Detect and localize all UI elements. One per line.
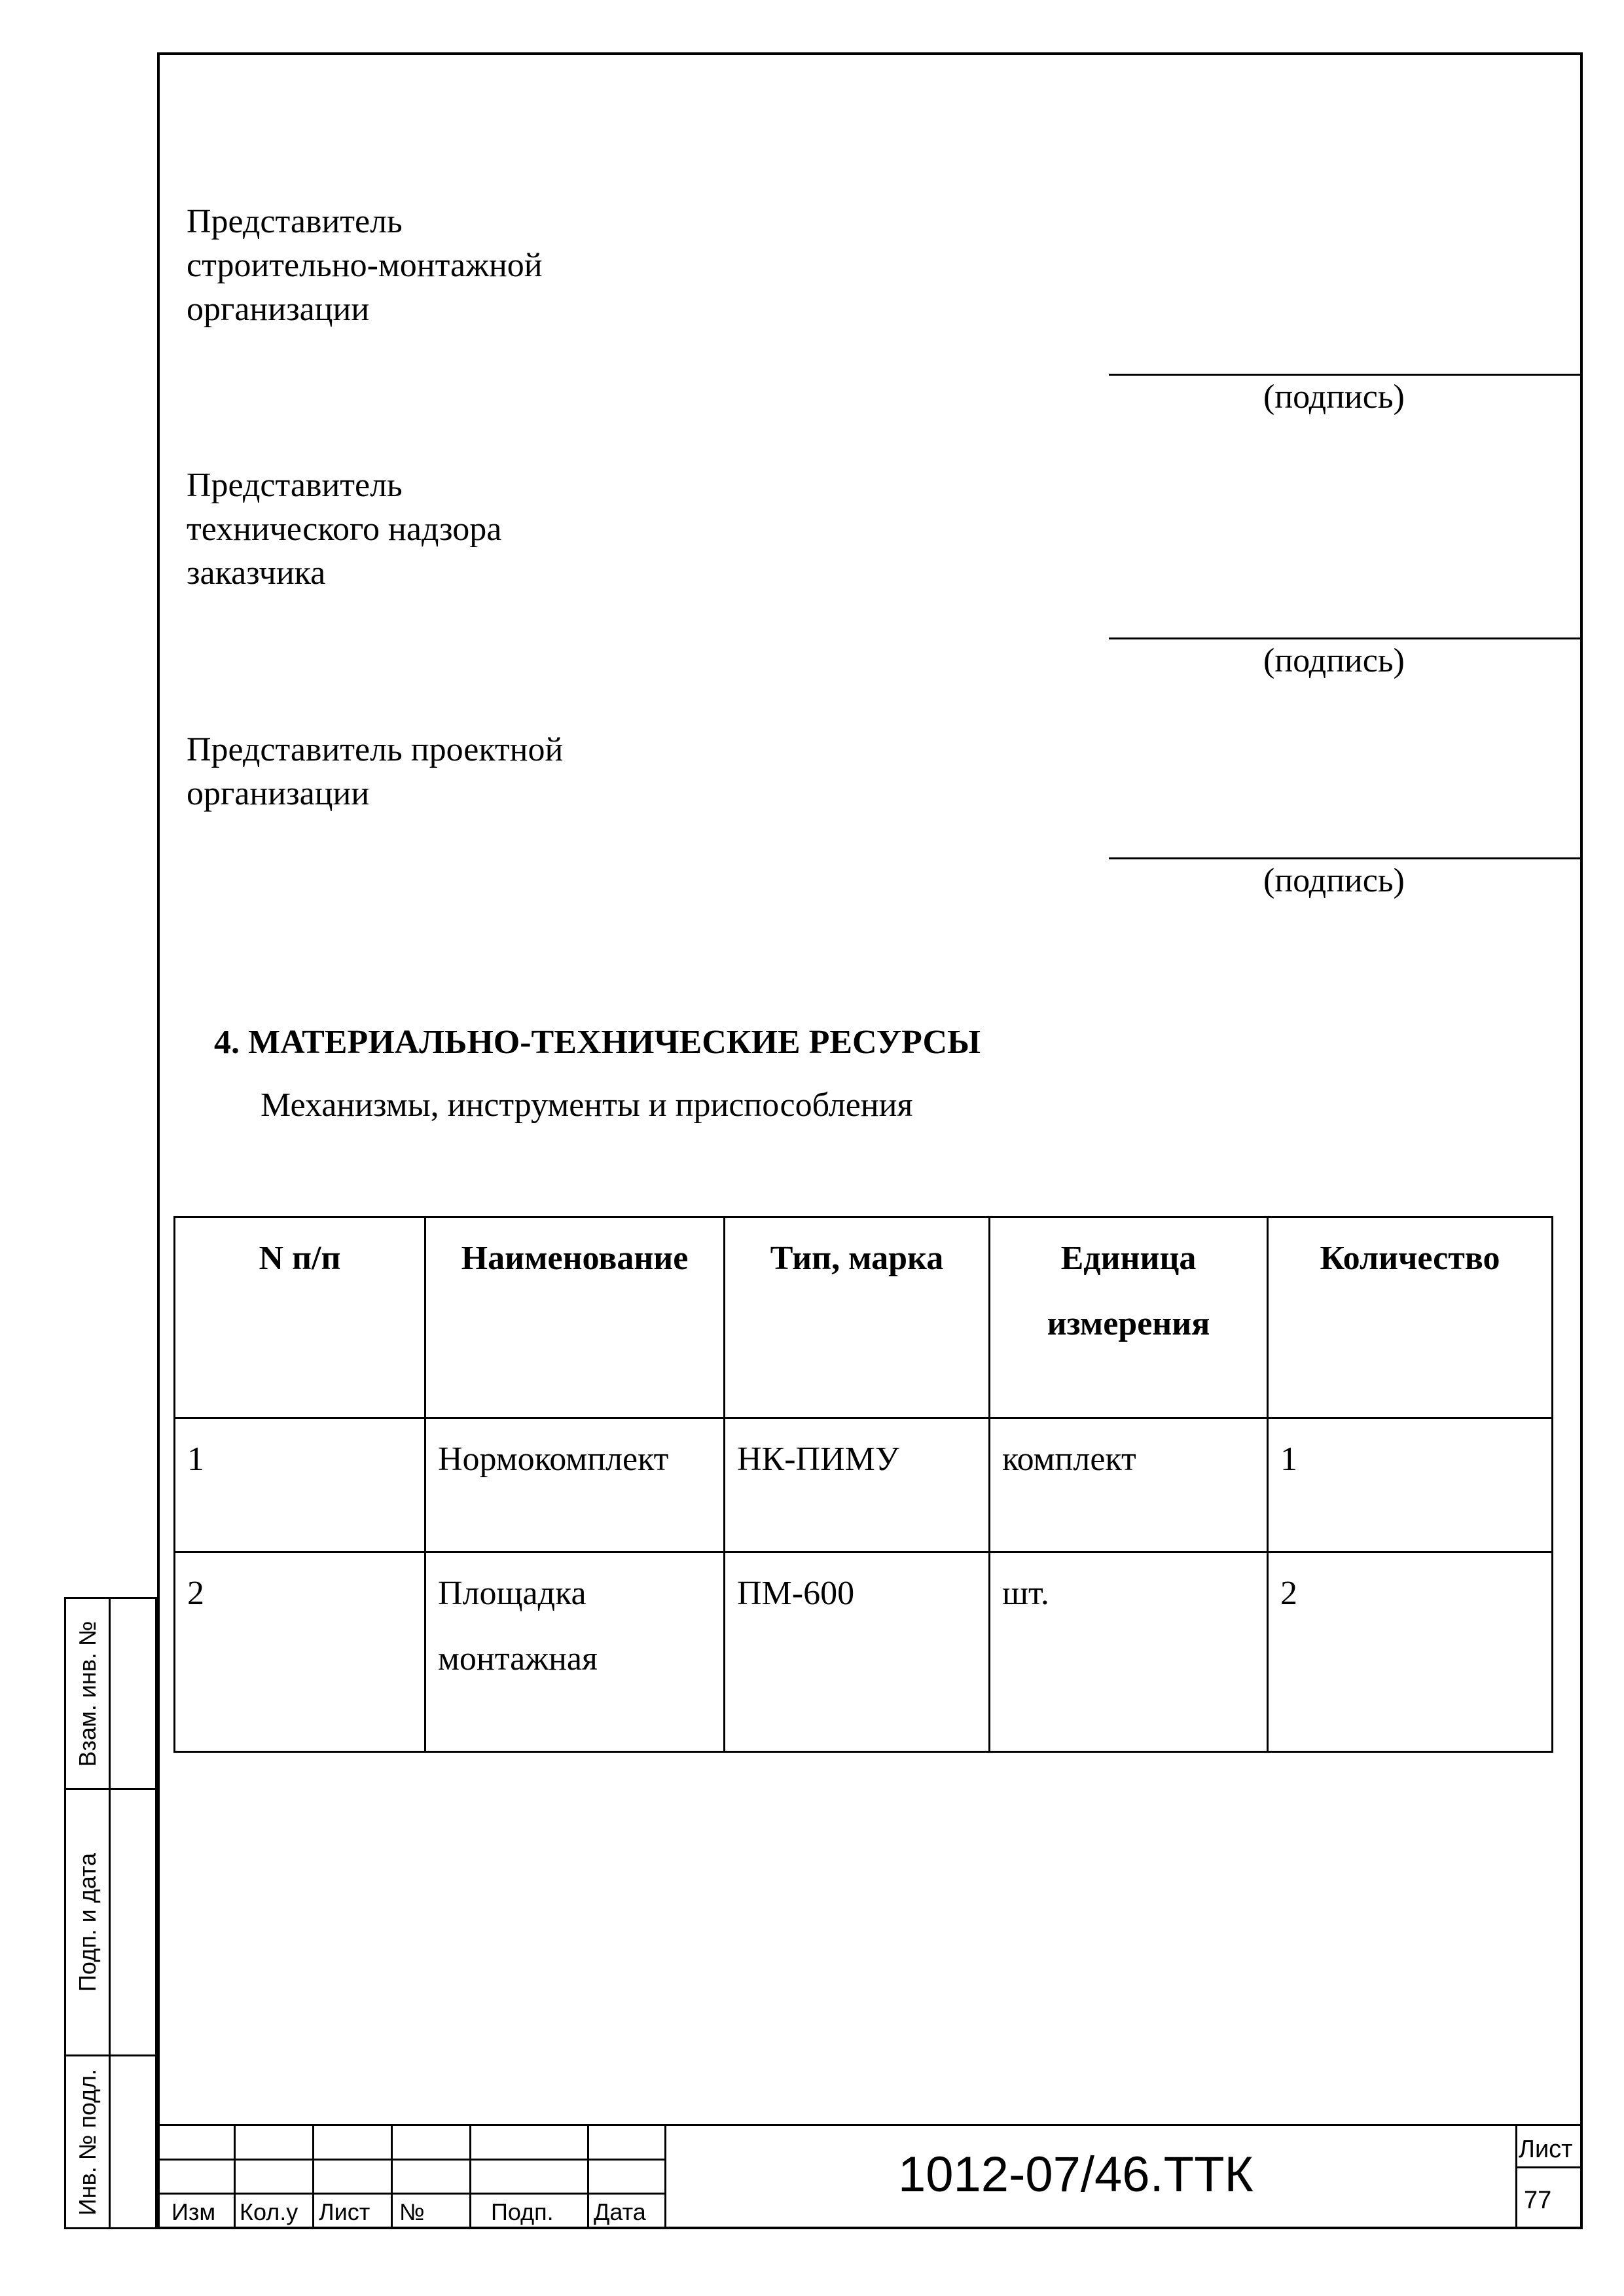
title-block-column-line bbox=[664, 2124, 666, 2229]
table-row bbox=[175, 1552, 1553, 1752]
signature-caption: (подпись) bbox=[1263, 642, 1405, 679]
rep-line: Представитель проектной bbox=[187, 731, 564, 768]
title-block-column-line bbox=[312, 2124, 314, 2229]
rep-line: Представитель bbox=[187, 203, 403, 240]
rep-line: технического надзора bbox=[187, 511, 502, 548]
representative-design bbox=[187, 728, 563, 816]
side-stamp-signature-date bbox=[64, 1788, 157, 2056]
title-block-top-border bbox=[157, 2124, 1583, 2126]
signature-caption: (подпись) bbox=[1263, 378, 1405, 416]
title-block-sheet-divider bbox=[1515, 2166, 1583, 2168]
cell-qty: 2 bbox=[1268, 1552, 1553, 1752]
title-block-column-line bbox=[469, 2124, 471, 2229]
cell-type: ПМ-600 bbox=[725, 1552, 990, 1752]
cell-type: НК-ПИМУ bbox=[725, 1418, 990, 1552]
side-stamp-label: Инв. № подл. bbox=[73, 2068, 101, 2215]
signature-line bbox=[1109, 857, 1583, 859]
title-block-column-line bbox=[587, 2124, 589, 2229]
representative-construction bbox=[187, 200, 543, 331]
side-stamp-label: Подп. и дата bbox=[73, 1852, 101, 1992]
side-stamp-label: Взам. инв. № bbox=[73, 1620, 101, 1767]
cell-name-line: Площадка bbox=[438, 1575, 586, 1612]
title-block-label: Изм bbox=[171, 2198, 216, 2225]
section-subtitle: Механизмы, инструменты и приспособления bbox=[261, 1086, 913, 1124]
representative-supervision bbox=[187, 463, 501, 595]
cell-num: 1 bbox=[175, 1418, 425, 1552]
rep-line: организации bbox=[187, 775, 370, 812]
document-code: 1012-07/46.ТТК bbox=[898, 2147, 1254, 2202]
cell-num: 2 bbox=[175, 1552, 425, 1752]
cell-qty: 1 bbox=[1268, 1418, 1553, 1552]
title-block-label: Подп. bbox=[491, 2198, 554, 2225]
signature-caption: (подпись) bbox=[1263, 862, 1405, 899]
cell-name: Нормокомплект bbox=[425, 1418, 725, 1552]
cell-name bbox=[425, 1552, 725, 1752]
table-header-row bbox=[175, 1217, 1553, 1418]
sheet-number: 77 bbox=[1524, 2187, 1552, 2214]
title-block-column-line bbox=[391, 2124, 393, 2229]
side-stamp-replacement bbox=[64, 1597, 157, 1790]
cell-name-line: монтажная bbox=[438, 1640, 598, 1677]
rep-line: Представитель bbox=[187, 467, 403, 504]
cell-unit: шт. bbox=[990, 1552, 1268, 1752]
title-block-label: Дата bbox=[594, 2198, 646, 2225]
title-block-label: Кол.у bbox=[240, 2198, 298, 2225]
side-stamp-original-inv bbox=[64, 2054, 157, 2229]
header-name: Наименование bbox=[425, 1217, 725, 1418]
title-block-column-line bbox=[234, 2124, 236, 2229]
title-block-label: № bbox=[399, 2198, 425, 2225]
cell-unit: комплект bbox=[990, 1418, 1268, 1552]
header-num: N п/п bbox=[175, 1217, 425, 1418]
rep-line: строительно-монтажной bbox=[187, 247, 543, 284]
sheet-label: Лист bbox=[1519, 2136, 1573, 2163]
rep-line: заказчика bbox=[187, 554, 326, 592]
header-qty: Количество bbox=[1268, 1217, 1553, 1418]
title-block-column-line bbox=[1515, 2124, 1517, 2229]
header-unit bbox=[990, 1217, 1268, 1418]
header-unit-line: Единица bbox=[1060, 1240, 1197, 1277]
signature-line bbox=[1109, 374, 1583, 376]
title-block-label: Лист bbox=[319, 2198, 370, 2225]
table-row bbox=[175, 1418, 1553, 1552]
signature-line bbox=[1109, 637, 1583, 639]
rep-line: организации bbox=[187, 291, 370, 328]
resources-table bbox=[173, 1216, 1553, 1753]
header-type: Тип, марка bbox=[725, 1217, 990, 1418]
header-unit-line: измерения bbox=[1047, 1305, 1210, 1342]
section-title: 4. МАТЕРИАЛЬНО-ТЕХНИЧЕСКИЕ РЕСУРСЫ bbox=[214, 1024, 981, 1061]
